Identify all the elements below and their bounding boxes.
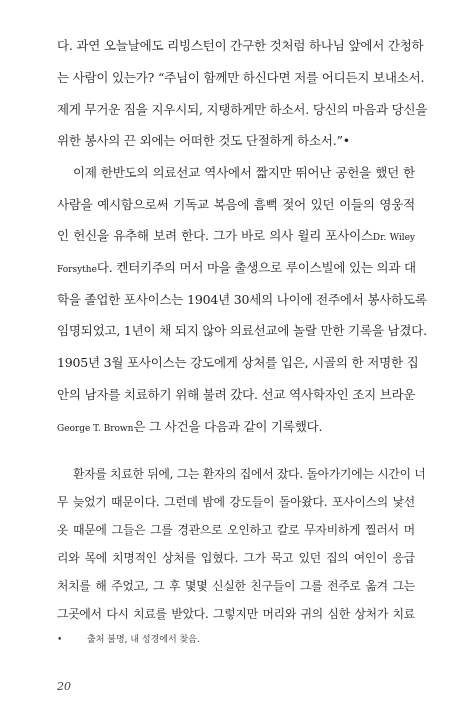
quote-line: 환자를 치료한 뒤에, 그는 환자의 집에서 잤다. 돌아가기에는 시간이 너 (73, 467, 426, 481)
text-segment: 인 헌신을 유추해 보려 한다. 그가 바로 의사 윌리 포사이스 (57, 228, 373, 243)
text-line (57, 419, 415, 437)
latin-name: George T. Brown (57, 424, 134, 434)
text-line (57, 260, 415, 278)
footnote-text: 출처 불명, 내 성경에서 찾음. (87, 635, 200, 645)
quote-line: 처치를 해 주었고, 그 후 몇몇 신실한 친구들이 그를 전주로 옮겨 그는 (57, 579, 415, 593)
quote-line: 리와 목에 치명적인 상처를 입혔다. 그가 묵고 있던 집의 여인이 응급 (57, 551, 415, 565)
quote-line: 무 늦었기 때문이다. 그런데 밤에 강도들이 돌아왔다. 포사이스의 낯선 (57, 495, 415, 509)
quote-line: 그곳에서 다시 치료를 받았다. 그렇지만 머리와 귀의 심한 상처가 치료 (57, 607, 415, 621)
text-line: 1905년 3월 포사이스는 강도에게 상처를 입은, 시골의 한 저명한 집 (57, 355, 419, 370)
text-line: 안의 남자를 치료하기 위해 불려 갔다. 선교 역사학자인 조지 브라운 (57, 387, 416, 402)
text-line (57, 228, 415, 246)
text-segment: 다. 켄터키주의 머서 마을 출생으로 루이스빌에 있는 의과 대 (96, 260, 416, 275)
text-line: 임명되었고, 1년이 채 되지 않아 의료선교에 놀랄 만한 기록을 남겼다. (57, 323, 427, 338)
text-line: 제게 무거운 짐을 지우시되, 지탱하게만 하소서. 당신의 마음과 당신을 (57, 102, 428, 117)
page-number: 20 (57, 680, 71, 693)
text-line: 다. 과연 오늘날에도 리빙스턴이 간구한 것처럼 하나님 앞에서 간청하 (57, 38, 424, 53)
text-line: 위한 봉사의 끈 외에는 어떠한 것도 단절하게 하소서.”• (57, 133, 350, 148)
quote-line: 옷 때문에 그들은 그를 경관으로 오인하고 칼로 무자비하게 찔러서 머 (57, 523, 415, 537)
latin-name: Forsythe (57, 265, 97, 275)
text-segment: 은 그 사건을 다음과 같이 기록했다. (133, 419, 323, 434)
text-line: 는 사람이 있는가? “주님이 함께만 하신다면 저를 어디든지 보내소서. (57, 70, 425, 85)
footnote-marker: • (57, 635, 63, 645)
text-line: 사람을 예시함으로써 기독교 복음에 흠뻑 젖어 있던 이들의 영웅적 (57, 197, 415, 212)
latin-name: Dr. Wiley (372, 233, 415, 243)
footnote (57, 634, 200, 646)
text-line: 학을 졸업한 포사이스는 1904년 30세의 나이에 전주에서 봉사하도록 (57, 292, 427, 307)
text-line: 이제 한반도의 의료선교 역사에서 짧지만 뛰어난 공헌을 했던 한 (73, 165, 415, 180)
